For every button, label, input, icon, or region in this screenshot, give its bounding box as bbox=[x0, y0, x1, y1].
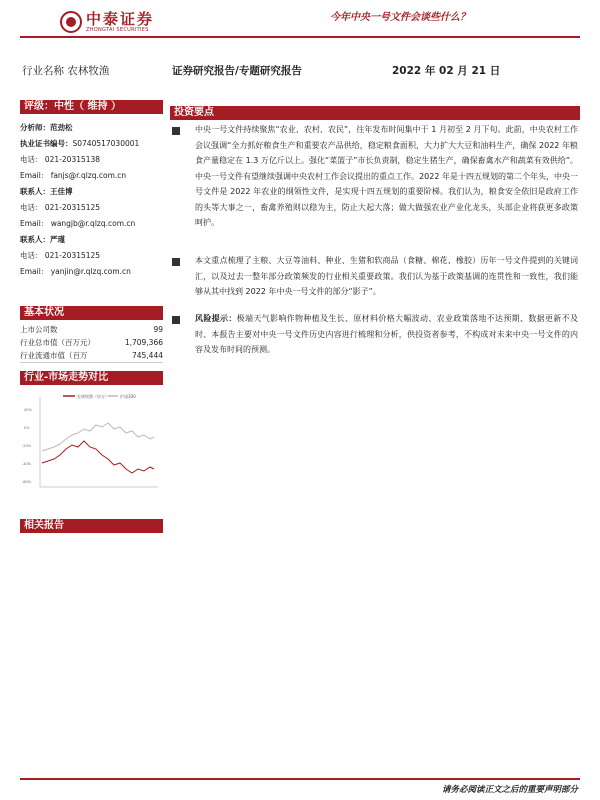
meta-row bbox=[20, 63, 580, 81]
investment-points-bar: 投资要点 bbox=[170, 106, 580, 120]
paragraph-3 bbox=[195, 311, 578, 358]
document-title: 今年中央一号文件会谈些什么？ bbox=[330, 12, 470, 23]
contact-1-tel: 电话： 021-20315125 bbox=[20, 203, 101, 212]
header-divider bbox=[20, 36, 580, 38]
company-logo bbox=[60, 8, 170, 36]
paragraph-1: 中央一号文件持续聚焦“农业、农村、农民”，往年发布时间集中于 1 月初至 2 月下旬。此前，中央农村工作会议强调“全力抓好粮食生产和重要农产品供给，稳定粮食面积，大力扩大大豆和油料生产，确保 2022 年粮食产量稳定在 1.3 万亿斤以上。强化“菜篮子”市长负责制，稳定生猪生产，确保畜禽水产和蔬菜有效供给”。中央一号文件有望继续强调中央农村工作会议提出的重点工作。2022 年是十四五规划的第二个年头，中央一号文件是 2022 年农业的纲领性文件，是实现十四五规划的重要阶梯。我们认为，粮食安全依旧是政府工作的头等大事之一，畜禽养殖则以稳为主，防止大起大落；做大做强农业产业化龙头，头部企业将获更多政策呵护。 bbox=[195, 125, 578, 227]
svg-text:-60%: -60% bbox=[22, 480, 32, 484]
legend-a: 农林牧渔（申万） bbox=[77, 394, 109, 399]
logo-chinese-name: 中泰证券 bbox=[86, 10, 155, 28]
cert-number: S0740517030001 bbox=[72, 139, 140, 148]
contact-2-name: 联系人：严瑾 bbox=[20, 235, 65, 244]
trend-bar: 行业-市场走势对比 bbox=[20, 371, 163, 385]
contact-2-email: Email： yanjin@r.qlzq.com.cn bbox=[20, 267, 131, 276]
line-series-csi300 bbox=[42, 423, 154, 451]
industry-name: 行业名称 农林牧渔 bbox=[22, 65, 110, 77]
rating-bar: 评级：中性（ 维持 ） bbox=[20, 100, 163, 114]
contact-2-tel: 电话： 021-20315125 bbox=[20, 251, 101, 260]
analyst-name: 分析师：范劲松 bbox=[20, 123, 73, 132]
trend-chart-svg bbox=[20, 389, 163, 509]
report-date: 2022 年 02 月 21 日 bbox=[392, 65, 501, 77]
legend-b: 沪深300 bbox=[120, 394, 136, 399]
related-reports-bar: 相关报告 bbox=[20, 519, 163, 533]
bullet-icon bbox=[172, 316, 180, 324]
logo-english-name: ZHONGTAI SECURITIES bbox=[86, 27, 149, 33]
cert-number-row bbox=[20, 136, 163, 152]
bullet-icon bbox=[172, 258, 180, 266]
basic-info-table bbox=[20, 323, 163, 363]
risk-text: 极端天气影响作物种植及生长、原材料价格大幅波动、农业政策落地不达预期、数据更新不及时、本报告主要对中央一号文件历史内容进行梳理和分析，供投资者参考，不构成对未来中央一号文件的内容及发布时间的预测。 bbox=[195, 314, 579, 354]
report-type: 证券研究报告/专题研究报告 bbox=[172, 65, 302, 77]
footer-divider bbox=[20, 778, 580, 780]
analyst-email: Email： fanjs@r.qlzq.com.cn bbox=[20, 171, 127, 180]
basic-info-bar: 基本状况 bbox=[20, 306, 163, 320]
analyst-tel: 电话： 021-20315138 bbox=[20, 155, 101, 164]
svg-text:0%: 0% bbox=[24, 426, 30, 430]
line-series-agri bbox=[42, 441, 154, 473]
contact-1-email: Email： wangjb@r.qlzq.com.cn bbox=[20, 219, 136, 228]
left-column bbox=[20, 100, 163, 533]
paragraph-2: 本文重点梳理了主粮、大豆等油料、种业、生猪和软商品（食糖、棉花、橡胶）历年一号文件提到的关键词汇，以及过去一整年部分政策频发的行业相关重要政策。我们认为基于政策基调的连贯性和一致性，我们能够从其中找到 2022 年中央一号文件的部分“影子”。 bbox=[195, 256, 578, 296]
table-row: 行业总市值（百万元） 1,709,366 bbox=[20, 338, 163, 347]
svg-text:-40%: -40% bbox=[22, 462, 32, 466]
risk-label: 风险提示： bbox=[195, 314, 237, 323]
table-row: 行业流通市值（百万 745,444 bbox=[20, 351, 163, 360]
cert-label: 执业证书编号： bbox=[20, 139, 73, 148]
contact-1-name: 联系人：王佳博 bbox=[20, 187, 73, 196]
svg-text:20%: 20% bbox=[24, 408, 32, 412]
trend-chart bbox=[20, 389, 163, 509]
table-row: 上市公司数 99 bbox=[20, 325, 163, 334]
footer-disclaimer: 请务必阅读正文之后的重要声明部分 bbox=[441, 785, 578, 795]
logo-mark-icon bbox=[60, 11, 82, 33]
bullet-icon bbox=[172, 127, 180, 135]
svg-text:-20%: -20% bbox=[22, 444, 32, 448]
